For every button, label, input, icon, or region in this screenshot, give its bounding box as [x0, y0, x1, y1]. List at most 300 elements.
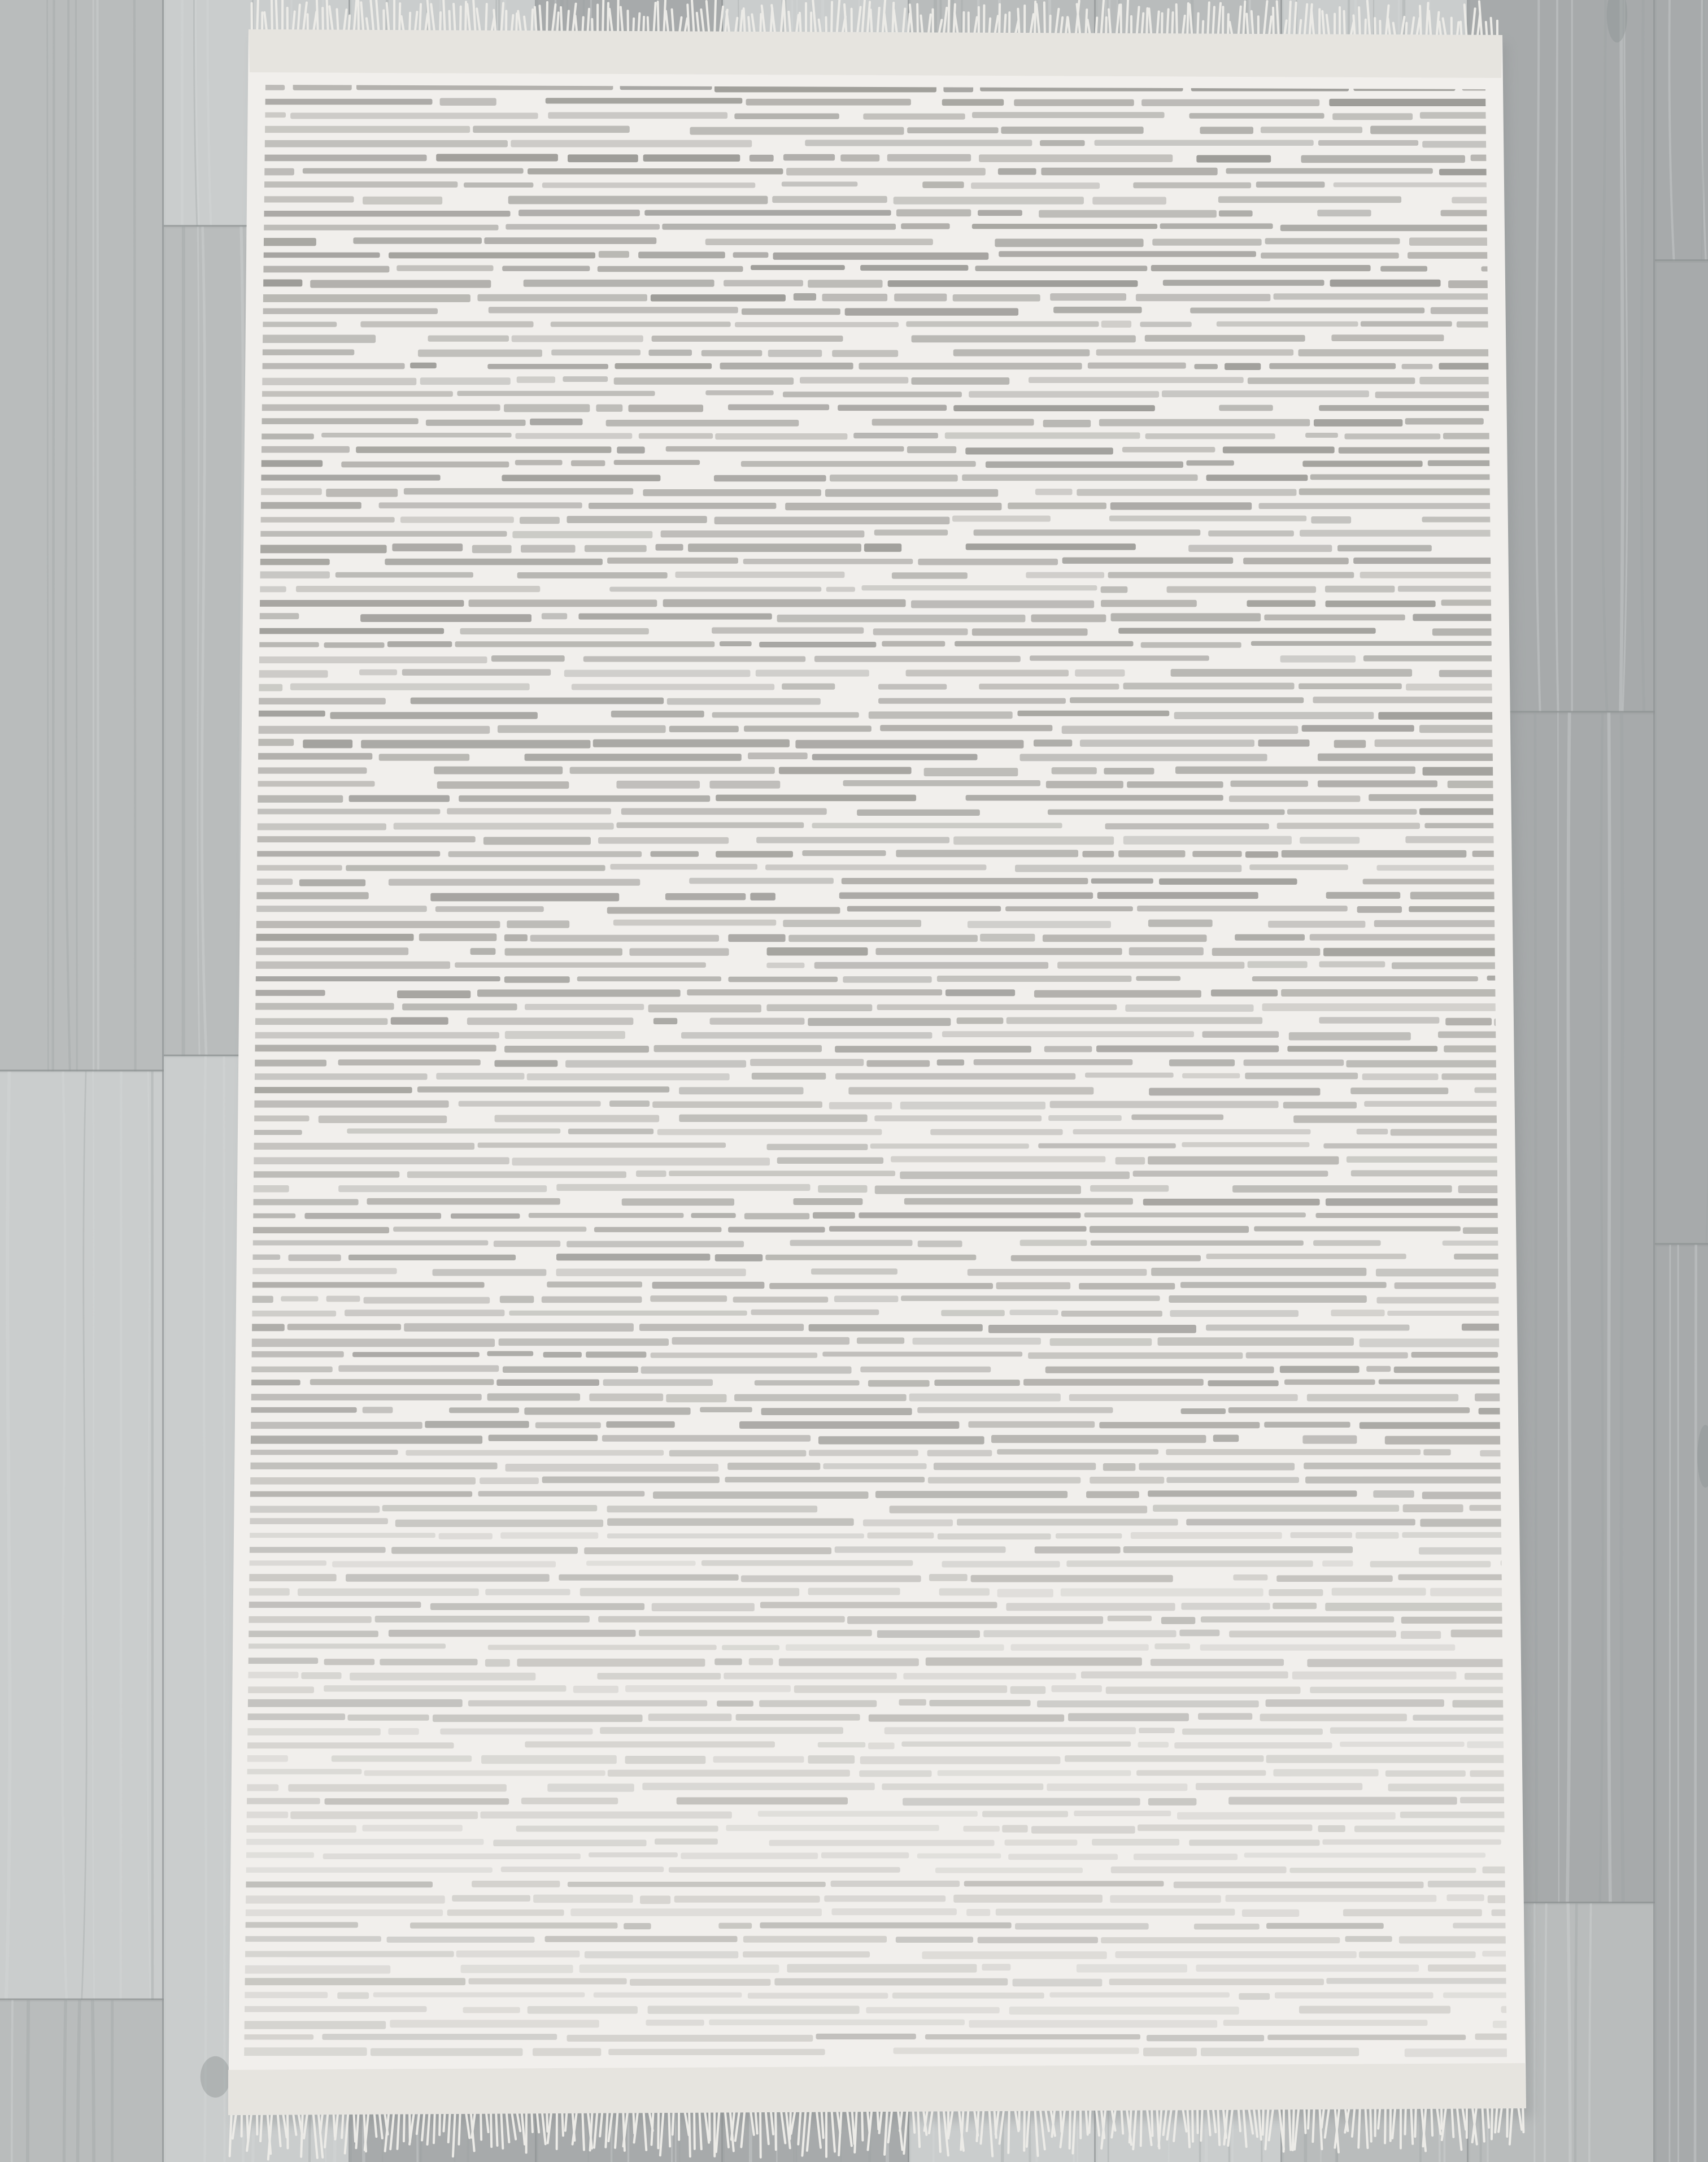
stripe-segment: [371, 2048, 523, 2056]
stripe-segment: [373, 1993, 585, 1998]
stripe-segment: [1092, 1839, 1179, 1846]
stripe-segment: [1301, 155, 1465, 163]
stripe-segment: [941, 1310, 1005, 1316]
stripe-segment: [782, 181, 858, 186]
stripe-segment: [404, 488, 633, 494]
stripe-segment: [655, 1838, 718, 1845]
stripe-segment: [1446, 1894, 1484, 1901]
stripe-segment: [866, 1060, 930, 1067]
stripe-segment: [1125, 1004, 1253, 1012]
stripe-segment: [863, 1520, 953, 1526]
fringe-thread: [1263, 1, 1267, 40]
stripe-segment: [250, 1282, 484, 1287]
stripe-segment: [250, 1367, 333, 1372]
stripe-segment: [417, 1086, 669, 1092]
stripe-segment: [254, 962, 450, 969]
stripe-segment: [629, 948, 729, 956]
stripe-segment: [489, 307, 738, 313]
stripe-segment: [1379, 1379, 1504, 1384]
stripe-segment: [611, 711, 704, 717]
stripe-segment: [1374, 920, 1498, 927]
stripe-segment: [469, 1978, 627, 1985]
stripe-segment: [1200, 1645, 1456, 1651]
stripe-segment: [906, 321, 1099, 327]
stripe-segment: [1245, 851, 1278, 858]
stripe-segment: [326, 1296, 360, 1302]
stripe-segment: [481, 1755, 617, 1764]
stripe-segment: [878, 698, 1066, 704]
stripe-segment: [260, 308, 438, 314]
stripe-segment: [1148, 1798, 1197, 1806]
stripe-segment: [868, 1380, 930, 1387]
stripe-segment: [529, 1213, 684, 1218]
stripe-segment: [1109, 1979, 1324, 1985]
stripe-segment: [290, 1811, 478, 1819]
stripe-segment: [1050, 293, 1126, 301]
stripe-segment: [480, 1477, 539, 1484]
stripe-segment: [1080, 739, 1254, 747]
stripe-segment: [542, 613, 567, 619]
stripe-segment: [255, 809, 441, 815]
stripe-segment: [759, 642, 876, 647]
stripe-segment: [1049, 1993, 1230, 1998]
stripe-segment: [1361, 321, 1452, 327]
stripe-segment: [250, 1339, 495, 1347]
stripe-segment: [530, 419, 582, 425]
stripe-segment: [840, 154, 879, 161]
stripe-segment: [1290, 1532, 1352, 1538]
stripe-segment: [1201, 2048, 1359, 2056]
stripe-segment: [726, 1825, 939, 1831]
stripe-segment: [260, 334, 376, 343]
stripe-segment: [338, 1365, 499, 1372]
stripe-segment: [736, 1714, 860, 1721]
fringe-thread: [1313, 2104, 1314, 2142]
stripe-segment: [812, 754, 978, 760]
stripe-segment: [845, 308, 1018, 315]
stripe-segment: [259, 434, 314, 440]
stripe-segment: [864, 543, 901, 552]
stripe-segment: [252, 1143, 474, 1150]
stripe-segment: [258, 488, 322, 495]
stripe-segment: [1137, 906, 1348, 911]
stripe-segment: [1138, 1742, 1169, 1747]
stripe-segment: [1198, 1713, 1252, 1720]
stripe-segment: [1420, 1519, 1505, 1526]
stripe-segment: [1375, 391, 1493, 398]
stripe-segment: [679, 1115, 867, 1122]
fringe-thread: [1293, 2104, 1294, 2150]
stripe-segment: [1394, 1367, 1504, 1373]
stripe-segment: [1189, 113, 1324, 119]
stripe-segment: [509, 1311, 747, 1316]
stripe-segment: [972, 224, 1157, 229]
stripe-segment: [404, 1323, 634, 1332]
stripe-segment: [1311, 516, 1351, 524]
stripe-segment: [563, 376, 608, 382]
stripe-segment: [901, 1741, 1131, 1746]
stripe-segment: [375, 1616, 590, 1622]
stripe-segment: [966, 795, 1223, 801]
stripe-segment: [1196, 1965, 1419, 1972]
stripe-segment: [1162, 390, 1369, 397]
stripe-segment: [1409, 237, 1491, 245]
stripe-segment: [835, 1073, 1075, 1080]
stripe-segment: [904, 1198, 1133, 1205]
stripe-segment: [1443, 1241, 1502, 1246]
stripe-segment: [1175, 767, 1415, 774]
stripe-segment: [661, 530, 865, 537]
stripe-segment: [367, 1198, 560, 1205]
stripe-segment: [1339, 447, 1493, 453]
stripe-segment: [247, 1672, 299, 1678]
stripe-segment: [1463, 1227, 1502, 1234]
stripe-segment: [648, 1713, 732, 1721]
stripe-segment: [1160, 223, 1273, 229]
stripe-segment: [606, 420, 799, 427]
stripe-segment: [942, 99, 1004, 106]
stripe-segment: [245, 1895, 445, 1903]
stripe-segment: [748, 752, 808, 759]
stripe-segment: [1354, 1826, 1509, 1832]
stripe-segment: [1289, 1032, 1411, 1040]
stripe-segment: [1444, 1046, 1500, 1052]
stripe-segment: [955, 641, 1133, 647]
stripe-segment: [260, 253, 380, 258]
stripe-segment: [651, 294, 786, 301]
stripe-segment: [1225, 1895, 1436, 1902]
stripe-segment: [491, 655, 565, 662]
stripe-segment: [608, 1770, 850, 1777]
stripe-segment: [1196, 155, 1271, 163]
stripe-segment: [256, 753, 373, 760]
stripe-segment: [505, 948, 622, 955]
stripe-segment: [1448, 781, 1497, 788]
stripe-segment: [256, 726, 490, 734]
stripe-segment: [1443, 433, 1493, 439]
stripe-segment: [1200, 127, 1253, 134]
stripe-segment: [387, 641, 452, 647]
stripe-segment: [1041, 168, 1217, 175]
stripe-segment: [250, 1296, 273, 1303]
stripe-segment: [712, 712, 859, 718]
stripe-segment: [750, 1059, 864, 1066]
stripe-segment: [760, 1602, 997, 1608]
stripe-segment: [613, 920, 776, 926]
stripe-segment: [356, 446, 611, 453]
stripe-segment: [616, 823, 804, 828]
stripe-segment: [1405, 418, 1484, 424]
stripe-segment: [593, 739, 790, 747]
stripe-segment: [1454, 1254, 1502, 1259]
stripe-segment: [1108, 572, 1354, 578]
stripe-segment: [1170, 1310, 1299, 1317]
stripe-segment: [1264, 1422, 1350, 1428]
stripe-segment: [1140, 321, 1191, 327]
stripe-segment: [393, 1226, 586, 1232]
stripe-segment: [1101, 586, 1128, 593]
stripe-segment: [1091, 878, 1153, 884]
stripe-segment: [805, 140, 1032, 146]
stripe-segment: [251, 1268, 397, 1274]
stripe-segment: [524, 280, 714, 287]
stripe-segment: [875, 948, 1122, 955]
stripe-segment: [1017, 711, 1169, 716]
stripe-segment: [1268, 921, 1365, 928]
stripe-segment: [939, 1588, 990, 1595]
stripe-segment: [669, 1867, 900, 1873]
stripe-segment: [617, 447, 644, 454]
stripe-segment: [733, 1297, 829, 1302]
stripe-segment: [1275, 1993, 1433, 1999]
stripe-segment: [254, 892, 369, 899]
stripe-segment: [1245, 1073, 1358, 1080]
stripe-segment: [251, 1213, 296, 1219]
stripe-segment: [972, 112, 1165, 118]
stripe-segment: [1186, 460, 1234, 466]
stripe-segment: [735, 322, 899, 327]
stripe-segment: [322, 2034, 557, 2040]
stripe-segment: [608, 2049, 825, 2055]
stripe-segment: [870, 1143, 1029, 1149]
stripe-segment: [243, 2047, 367, 2056]
stripe-segment: [809, 1324, 983, 1332]
stripe-segment: [1399, 1936, 1510, 1943]
stripe-segment: [808, 280, 882, 288]
stripe-segment: [261, 196, 354, 202]
stripe-segment: [1136, 1770, 1266, 1776]
stripe-segment: [521, 1798, 618, 1804]
stripe-segment: [744, 1213, 809, 1219]
stripe-segment: [648, 2006, 860, 2014]
stripe-segment: [1406, 684, 1496, 690]
stripe-segment: [896, 850, 1078, 857]
stripe-segment: [1037, 1700, 1259, 1707]
stripe-segment: [884, 1727, 1136, 1734]
stripe-segment: [1202, 1031, 1279, 1038]
stripe-segment: [586, 1561, 696, 1566]
stripe-segment: [1011, 1255, 1201, 1261]
stripe-segment: [1174, 1742, 1332, 1748]
stripe-segment: [259, 349, 354, 355]
stripe-segment: [636, 1171, 666, 1177]
stripe-segment: [261, 211, 511, 216]
stripe-segment: [463, 2007, 520, 2013]
stripe-segment: [480, 1811, 731, 1819]
stripe-segment: [1129, 947, 1204, 955]
stripe-segment: [360, 614, 531, 622]
stripe-segment: [624, 1923, 651, 1929]
stripe-segment: [824, 1895, 945, 1902]
stripe-segment: [826, 587, 855, 592]
stripe-segment: [648, 1004, 761, 1012]
fringe-thread: [1024, 2106, 1025, 2151]
stripe-segment: [310, 1379, 494, 1385]
stripe-segment: [407, 1171, 626, 1178]
stripe-segment: [1056, 1533, 1122, 1538]
stripe-segment: [1096, 1045, 1279, 1052]
stripe-segment: [1108, 1616, 1152, 1621]
stripe-segment: [1359, 1951, 1476, 1958]
stripe-segment: [991, 1435, 1206, 1443]
stripe-segment: [1458, 1185, 1502, 1193]
stripe-segment: [739, 1421, 959, 1429]
stripe-segment: [1077, 489, 1296, 496]
stripe-segment: [1369, 794, 1497, 801]
stripe-segment: [988, 1325, 1196, 1333]
stripe-segment: [1053, 307, 1141, 314]
stripe-segment: [642, 1783, 874, 1790]
stripe-segment: [437, 781, 569, 789]
stripe-segment: [938, 1770, 1131, 1776]
stripe-segment: [1122, 447, 1215, 453]
stripe-segment: [251, 1254, 280, 1260]
stripe-segment: [917, 1854, 1001, 1859]
stripe-segment: [570, 767, 775, 773]
stripe-segment: [1299, 488, 1493, 495]
fringe-thread: [948, 0, 949, 38]
stripe-segment: [1127, 781, 1223, 788]
stripe-segment: [260, 238, 316, 246]
stripe-segment: [875, 1186, 1081, 1194]
stripe-segment: [816, 2034, 916, 2039]
stripe-segment: [978, 1937, 1098, 1943]
stripe-segment: [811, 1268, 897, 1274]
stripe-segment: [1123, 683, 1295, 690]
fringe-thread: [1101, 1, 1104, 39]
stripe-segment: [1211, 989, 1278, 996]
stripe-segment: [1010, 1686, 1046, 1694]
stripe-segment: [728, 1227, 825, 1233]
stripe-segment: [1441, 1073, 1500, 1080]
stripe-segment: [972, 628, 1088, 636]
stripe-segment: [1403, 1504, 1463, 1512]
stripe-segment: [257, 628, 444, 634]
stripe-segment: [925, 2034, 1140, 2039]
stripe-segment: [859, 1771, 931, 1777]
stripe-segment: [1101, 321, 1131, 328]
stripe-segment: [1310, 934, 1498, 940]
stripe-segment: [363, 197, 442, 205]
stripe-segment: [1133, 182, 1251, 189]
stripe-segment: [363, 1407, 393, 1413]
stripe-segment: [714, 517, 950, 524]
stripe-segment: [296, 586, 540, 592]
stripe-segment: [391, 1017, 448, 1025]
stripe-segment: [1332, 113, 1413, 120]
stripe-segment: [392, 543, 463, 551]
stripe-segment: [630, 1979, 770, 1986]
stripe-segment: [243, 1992, 328, 1998]
stripe-segment: [287, 1324, 401, 1330]
stripe-segment: [1332, 1588, 1426, 1596]
stripe-segment: [1299, 2006, 1450, 2013]
stripe-segment: [906, 669, 1069, 676]
stripe-segment: [436, 154, 558, 161]
stripe-segment: [773, 253, 989, 260]
stripe-segment: [614, 377, 794, 385]
stripe-segment: [244, 1965, 391, 1974]
stripe-segment: [330, 712, 537, 719]
stripe-segment: [1171, 669, 1412, 677]
stripe-segment: [530, 935, 719, 942]
stripe-segment: [1212, 948, 1321, 956]
stripe-segment: [341, 462, 509, 468]
stripe-segment: [1062, 726, 1299, 734]
stripe-segment: [1400, 1812, 1509, 1818]
stripe-segment: [900, 1102, 1045, 1110]
stripe-segment: [258, 559, 330, 565]
stripe-segment: [1360, 1422, 1504, 1429]
stripe-segment: [893, 2048, 1139, 2054]
stripe-segment: [1085, 1073, 1174, 1078]
stripe-segment: [556, 1184, 810, 1191]
stripe-segment: [689, 878, 834, 884]
stripe-segment: [1366, 1366, 1391, 1372]
stripe-segment: [628, 404, 703, 412]
stripe-segment: [863, 114, 965, 120]
stripe-segment: [396, 266, 493, 271]
stripe-segment: [1280, 225, 1491, 231]
stripe-segment: [543, 1352, 582, 1358]
stripe-segment: [1274, 293, 1492, 299]
stripe-segment: [662, 224, 896, 230]
stripe-segment: [653, 1018, 677, 1024]
stripe-segment: [379, 502, 582, 508]
stripe-segment: [250, 1380, 300, 1385]
stripe-segment: [1287, 809, 1417, 815]
stripe-segment: [290, 683, 530, 690]
stripe-segment: [255, 851, 440, 856]
stripe-segment: [461, 1965, 573, 1973]
stripe-segment: [260, 321, 337, 327]
stripe-segment: [406, 1450, 664, 1456]
stripe-segment: [597, 1673, 721, 1680]
stripe-segment: [741, 461, 976, 467]
stripe-segment: [584, 1547, 831, 1554]
stripe-segment: [1050, 1338, 1152, 1346]
stripe-segment: [505, 1031, 625, 1039]
stripe-segment: [1300, 530, 1494, 537]
stripe-segment: [245, 1839, 484, 1845]
stripe-segment: [394, 823, 614, 830]
stripe-segment: [1139, 1463, 1295, 1470]
stripe-segment: [924, 768, 1018, 776]
stripe-segment: [813, 1212, 855, 1219]
stripe-segment: [504, 976, 570, 982]
stripe-segment: [1318, 140, 1418, 146]
stripe-segment: [866, 2007, 999, 2013]
stripe-segment: [918, 1241, 962, 1247]
stripe-segment: [835, 1046, 1031, 1052]
stripe-segment: [468, 1700, 707, 1707]
stripe-segment: [1302, 725, 1414, 732]
stripe-segment: [937, 1059, 964, 1065]
stripe-segment: [1280, 1366, 1360, 1373]
stripe-segment: [251, 1227, 389, 1233]
stripe-segment: [909, 1394, 1061, 1402]
stripe-segment: [818, 1185, 867, 1193]
stripe-segment: [1218, 196, 1401, 203]
stripe-segment: [1385, 1771, 1466, 1777]
stripe-segment: [766, 963, 804, 968]
stripe-segment: [690, 127, 904, 135]
stripe-segment: [878, 684, 947, 690]
stripe-segment: [255, 795, 343, 803]
stripe-segment: [831, 1908, 956, 1915]
stripe-segment: [1031, 1826, 1135, 1833]
stripe-segment: [1420, 112, 1489, 119]
